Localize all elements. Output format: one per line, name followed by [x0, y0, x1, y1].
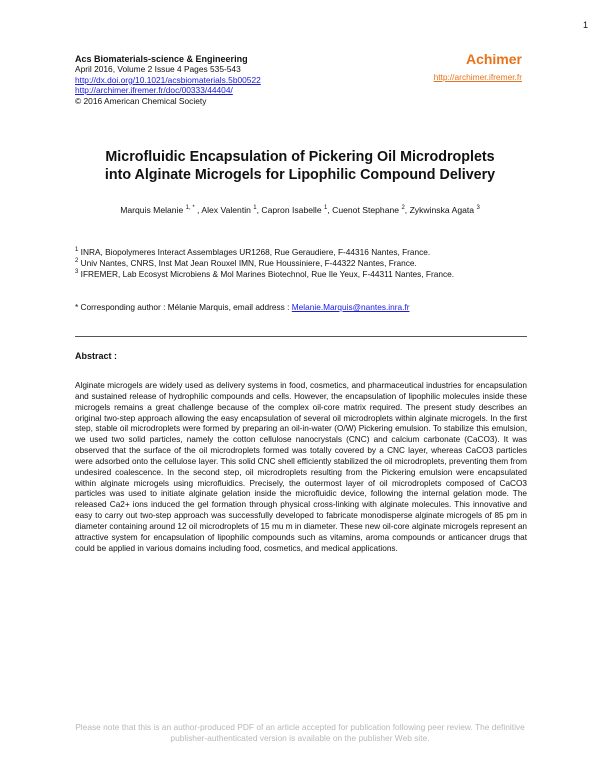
affiliation: $^3$ IFREMER, Lab Ecosyst Microbiens & Mol Marines Biotechnol, Rue Ile Yeux, F-44311 Nantes, France. [75, 268, 455, 279]
journal-name: Acs Biomaterials-science & Engineering [75, 54, 248, 64]
archimer-logo [434, 51, 522, 85]
abstract-heading: Abstract : [75, 351, 118, 361]
author-name: Zykwinska Agata [409, 205, 475, 215]
paper-title [60, 148, 540, 184]
author-affil-sup: 2 [401, 205, 405, 211]
corresponding-label: * Corresponding author : Mélanie Marquis, email address : [75, 302, 290, 312]
issue-info: April 2016, Volume 2 Issue 4 Pages 535-543 [75, 64, 241, 75]
abstract-text: Alginate microgels are widely used as delivery systems in food, cosmetics, and pharmaceutical industries for encapsulation and sustained release of hydrophilic compounds and cells. However, the encapsulation of lipophilic molecules inside these microgels remains a great challenge because of the complex oil-core matrix required. The present study describes an original two-step approach allowing the easy encapsulation of several oil microdroplets within alginate microgels. In the first step, stable oil microdroplets were formed by preparing an oil-in-water (O/W) Pickering emulsion. To stabilize this emulsion, we used two solid particles, namely the cotton cellulose nanocrystals (CNC) and calcium carbonate (CaCO3). It was observed that the surface of the oil microdroplets formed was totally covered by a CNC layer, whereas CaCO3 particles were adsorbed onto the cellulose layer. This solid CNC shell efficiently stabilized the oil microdroplets, preventing them from undesired coalescence. In the second step, oil microdroplets resulting from the Pickering emulsion were encapsulated within alginate microgels using microfluidics. Precisely, the outermost layer of oil microdroplets composed of CaCO3 particles was used to initiate alginate gelation inside the microfluidic device, following the internal gelation mode. The released Ca2+ ions induced the gel formation through physical cross-linking with alginate molecules. This innovative and easy to carry out two-step approach was successfully developed to fabricate monodisperse alginate microgels of 85 pm in diameter containing around 12 oil microdroplets of 15 mu m in diameter. These new oil-core alginate microgels represent an attractive system for encapsulation of lipophilic compounds such as vitamins, aroma compounds or anticancer drugs that could be applied in various domains including food, cosmetics, and medical applications. [75, 381, 527, 553]
divider [75, 336, 527, 337]
corresponding-author [75, 302, 409, 312]
affiliation: $^1$ INRA, Biopolymeres Interact Assemblages UR1268, Rue Geraudiere, F-44316 Nantes, France. [75, 247, 431, 257]
title-line-2: into Alginate Microgels for Lipophilic Compound Delivery [104, 167, 496, 183]
affiliation: $^2$ Univ Nantes, CNRS, Inst Mat Jean Rouxel IMN, Rue Houssiniere, F-44322 Nantes, France. [75, 257, 417, 268]
author-affil-sup: 1 [253, 205, 257, 211]
footer-note [30, 722, 570, 744]
archimer-doc-link[interactable]: http://archimer.ifremer.fr/doc/00333/44404/ [75, 85, 233, 96]
affiliations [75, 247, 454, 279]
archimer-home-link[interactable]: http://archimer.ifremer.fr [433, 72, 522, 82]
citation-header [75, 54, 261, 106]
author-name: Marquis Melanie [120, 205, 184, 215]
copyright: © 2016 American Chemical Society [75, 95, 207, 106]
author-name: Cuenot Stephane [332, 205, 400, 215]
corresponding-email-link[interactable]: Melanie.Marquis@nantes.inra.fr [291, 302, 410, 312]
author-affil-sup: 3 [476, 205, 480, 211]
author-affil-sup: 1 [324, 205, 328, 211]
archimer-logo-name: Achimer [465, 51, 522, 67]
doi-link[interactable]: http://dx.doi.org/10.1021/acsbiomaterials.5b00522 [75, 74, 261, 85]
author-list: Marquis Melanie $^{1, *}$ , Alex Valentin $^1$, Capron Isabelle $^1$, Cuenot Stephane $^2$, Zykwinska Agata $^3$ [120, 205, 480, 215]
title-line-1: Microfluidic Encapsulation of Pickering Oil Microdroplets [105, 149, 495, 165]
author-name: Capron Isabelle [261, 205, 322, 215]
author-affil-sup: 1, * [185, 205, 195, 211]
author-name: Alex Valentin [201, 205, 251, 215]
footer-line-2: publisher-authenticated version is available on the publisher Web site. [170, 733, 430, 743]
page-number: 1 [582, 20, 588, 30]
footer-line-1: Please note that this is an author-produced PDF of an article accepted for publication following peer review. The definitive [75, 722, 525, 732]
